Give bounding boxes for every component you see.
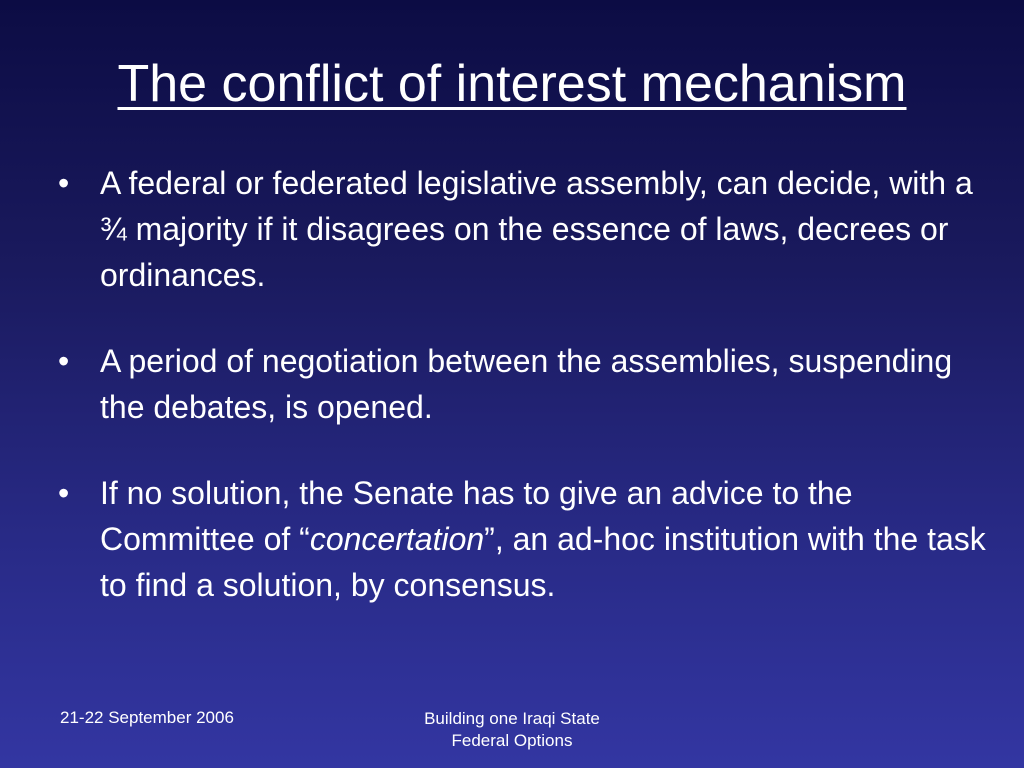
bullet-text-before: If no solution, the Senate has to give an advice to the Committee of “ (100, 475, 853, 557)
bullet-text (100, 475, 986, 603)
bullet-text: A federal or federated legislative assembly, can decide, with a ¾ majority if it disagrees on the essence of laws, decrees or ordinances. (100, 165, 973, 293)
bullet-text-after: ”, an ad-hoc institution with the task to find a solution, by consensus. (100, 521, 986, 603)
bullet-list (58, 160, 988, 648)
footer-title (384, 708, 640, 752)
bullet-text-italic: concertation (309, 521, 485, 557)
bullet-text: A period of negotiation between the assemblies, suspending the debates, is opened. (100, 343, 953, 425)
footer-title-line1: Building one Iraqi State (424, 709, 600, 728)
footer-title-line2: Federal Options (451, 731, 573, 750)
bullet-item (58, 470, 988, 608)
bullet-marker: • (58, 343, 70, 379)
bullet-marker: • (58, 475, 70, 511)
bullet-item (58, 338, 988, 430)
bullet-marker: • (58, 165, 70, 201)
footer-date: 21-22 September 2006 (60, 708, 234, 727)
bullet-item (58, 160, 988, 298)
slide-title: The conflict of interest mechanism (117, 55, 907, 113)
